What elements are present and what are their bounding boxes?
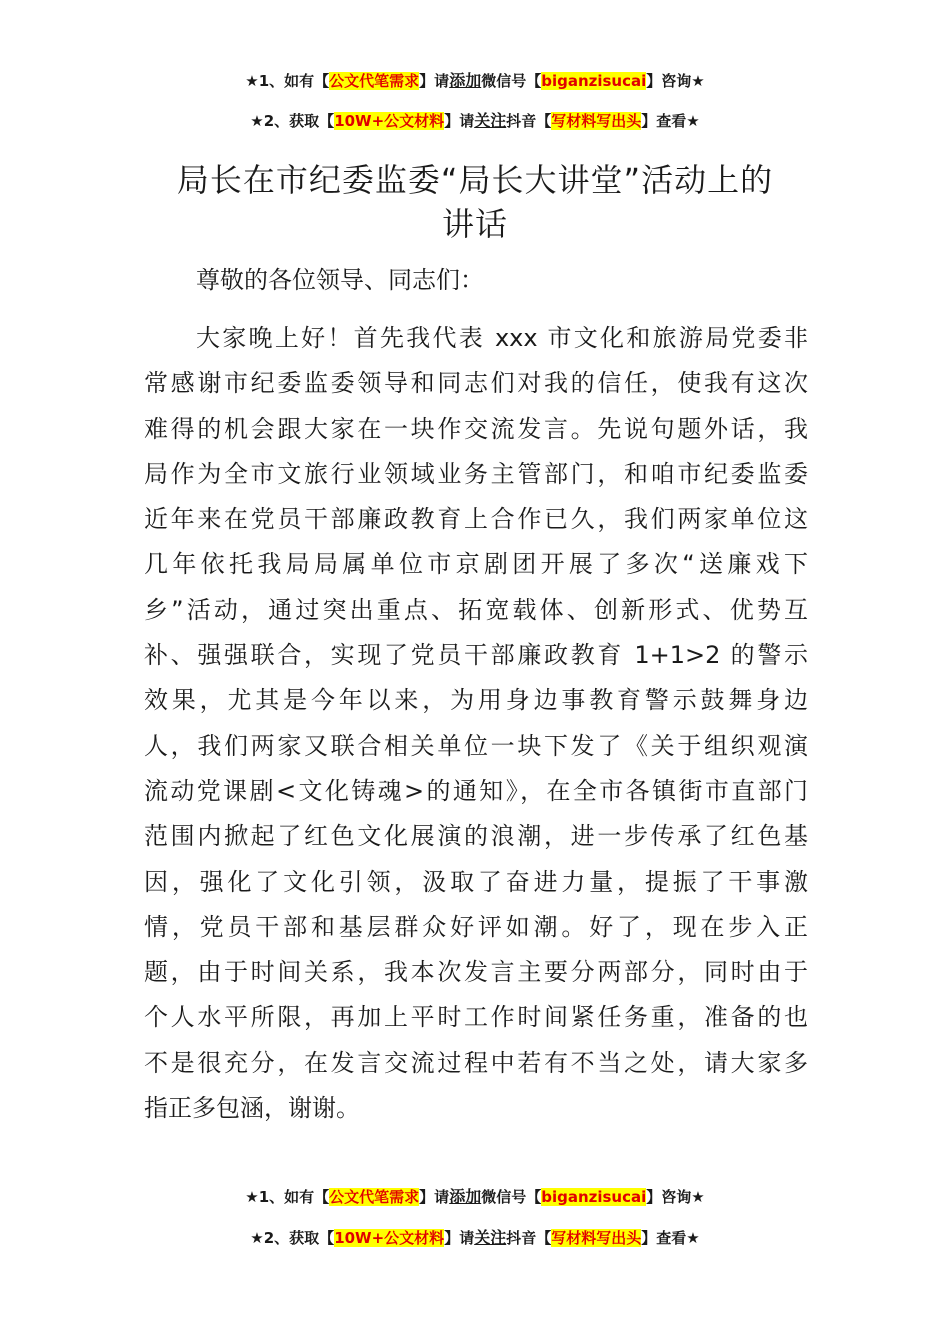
notice-text: 抖音【	[506, 1229, 552, 1247]
highlight-materials: 10W+公文材料	[334, 112, 445, 130]
body-line: 不是很充分，在发言交流过程中若有不当之处，请大家多	[144, 1048, 808, 1077]
body-paragraph	[144, 316, 808, 1131]
document-title	[140, 158, 810, 246]
notice-text: 微信号【	[481, 1188, 542, 1206]
notice-text: 】请	[444, 1229, 475, 1247]
body-line: 题，由于时间关系，我本次发言主要分两部分，同时由于	[144, 958, 808, 987]
body-line: 范围内掀起了红色文化展演的浪潮，进一步传承了红色基	[144, 822, 808, 851]
body-line: 补、强强联合，实现了党员干部廉政教育 1+1>2 的警示	[144, 641, 808, 670]
notice-text: 】请	[419, 1188, 450, 1206]
notice-suffix: 】查看★	[641, 112, 700, 130]
notice-text: 抖音【	[506, 112, 552, 130]
body-line: 乡”活动，通过突出重点、拓宽载体、创新形式、优势互	[144, 595, 808, 624]
body-line: 指正多包涵，谢谢。	[144, 1094, 360, 1123]
notice-prefix: ★1、如有【	[245, 1188, 330, 1206]
body-line: 常感谢市纪委监委领导和同志们对我的信任，使我有这次	[144, 369, 808, 398]
highlight-service: 公文代笔需求	[329, 72, 420, 90]
title-line-1: 局长在市纪委监委“局长大讲堂”活动上的	[176, 161, 774, 199]
underlined-text: 关注	[474, 111, 507, 130]
notice-text: 微信号【	[481, 72, 542, 90]
underlined-text: 添加	[449, 1187, 482, 1206]
notice-prefix: ★1、如有【	[245, 72, 330, 90]
header-notice-line-2	[0, 111, 950, 131]
highlight-service: 公文代笔需求	[329, 1188, 420, 1206]
highlight-wechat-id: biganzisucai	[541, 72, 647, 90]
title-line-2: 讲话	[441, 205, 508, 243]
body-line: 个人水平所限，再加上平时工作时间紧任务重，准备的也	[144, 1003, 808, 1032]
body-line: 近年来在党员干部廉政教育上合作已久，我们两家单位这	[144, 505, 808, 534]
highlight-materials: 10W+公文材料	[334, 1229, 445, 1247]
body-line: 情，党员干部和基层群众好评如潮。好了，现在步入正	[144, 912, 808, 941]
body-line: 难得的机会跟大家在一块作交流发言。先说句题外话，我	[144, 414, 808, 443]
highlight-douyin-account: 写材料写出头	[551, 1229, 642, 1247]
underlined-text: 关注	[474, 1228, 507, 1247]
highlight-wechat-id: biganzisucai	[541, 1188, 647, 1206]
notice-suffix: 】咨询★	[646, 1188, 705, 1206]
underlined-text: 添加	[449, 71, 482, 90]
notice-text: 】请	[419, 72, 450, 90]
body-line: 流动党课剧<文化铸魂>的通知》，在全市各镇街市直部门	[144, 776, 808, 805]
highlight-douyin-account: 写材料写出头	[551, 112, 642, 130]
body-line: 几年依托我局局属单位市京剧团开展了多次“送廉戏下	[144, 550, 808, 579]
footer-notice-line-2	[0, 1228, 950, 1248]
footer-notice-line-1	[0, 1187, 950, 1207]
greeting: 尊敬的各位领导、同志们：	[196, 266, 484, 294]
notice-text: 】请	[444, 112, 475, 130]
body-line: 大家晚上好！首先我代表 xxx 市文化和旅游局党委非	[196, 324, 808, 352]
notice-suffix: 】咨询★	[646, 72, 705, 90]
header-notice-line-1	[0, 71, 950, 91]
notice-prefix: ★2、获取【	[250, 112, 335, 130]
body-line: 因，强化了文化引领，汲取了奋进力量，提振了干事激	[144, 867, 808, 896]
body-line: 效果，尤其是今年以来，为用身边事教育警示鼓舞身边	[144, 686, 808, 715]
notice-prefix: ★2、获取【	[250, 1229, 335, 1247]
body-line: 局作为全市文旅行业领域业务主管部门，和咱市纪委监委	[144, 459, 808, 488]
notice-suffix: 】查看★	[641, 1229, 700, 1247]
body-line: 人，我们两家又联合相关单位一块下发了《关于组织观演	[144, 731, 808, 760]
